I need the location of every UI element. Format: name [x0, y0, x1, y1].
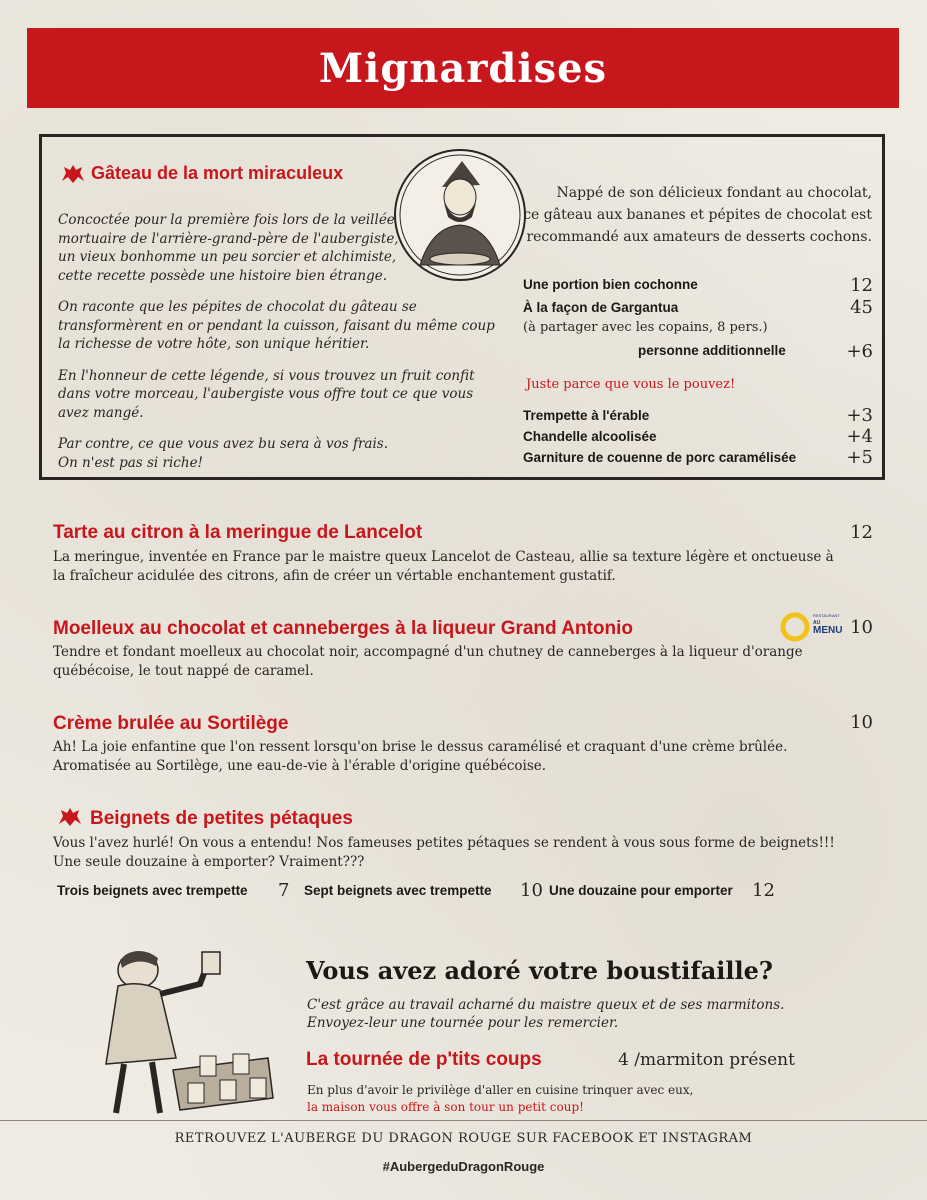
portion-label: Une portion bien cochonne: [523, 277, 698, 292]
desc-line: Une seule douzaine à emporter? Vraiment???: [53, 854, 365, 870]
addon-price: +4: [846, 426, 873, 447]
moelleux-title: Moelleux au chocolat et canneberges à la liqueur Grand Antonio: [53, 618, 633, 639]
footer-hashtag[interactable]: #AubergeduDragonRouge: [382, 1159, 545, 1174]
story-line: la richesse de votre hôte, son unique héritier.: [58, 336, 370, 352]
dragon-icon: [60, 163, 86, 185]
desc-line: Aromatisée au Sortilège, une eau-de-vie à l'érable d'origine québécoise.: [53, 758, 547, 774]
dragon-icon: [57, 806, 83, 828]
beignet-option-label: Une douzaine pour emporter: [549, 883, 733, 898]
story-line: un vieux bonhomme un peu sorcier et alchimiste,: [58, 249, 397, 265]
beignet-option-label: Sept beignets avec trempette: [304, 883, 492, 898]
footer-social-line: RETROUVEZ L'AUBERGE DU DRAGON ROUGE SUR FACEBOOK ET INSTAGRAM: [174, 1131, 753, 1146]
creme-description: [53, 738, 787, 776]
addon-price: +5: [846, 447, 873, 468]
story-line: Par contre, ce que vous avez bu sera à vos frais.: [58, 436, 388, 452]
desc-line: La meringue, inventée en France par le maistre queux Lancelot de Casteau, allie sa texture légère et onctueuse à: [53, 549, 834, 565]
gargantua-price: 45: [850, 297, 873, 318]
tournee-title: La tournée de p'tits coups: [306, 1049, 542, 1070]
tournee-subtitle: [307, 996, 784, 1032]
subtitle-line: Envoyez-leur une tournée pour les remercier.: [307, 1015, 619, 1031]
desc-line: recommandé aux amateurs de desserts cochons.: [526, 229, 872, 245]
portion-price: 12: [850, 275, 873, 296]
creme-title: Crème brulée au Sortilège: [53, 713, 289, 734]
moelleux-price: 10: [850, 617, 873, 638]
story-line: transformèrent en or pendant la cuisson, faisant du même coup: [58, 317, 495, 334]
story-line: cette recette possède une histoire bien étrange.: [58, 267, 388, 284]
gargantua-label: À la façon de Gargantua: [523, 300, 679, 315]
beignets-title: Beignets de petites pétaques: [90, 808, 353, 829]
footer-divider: [0, 1120, 927, 1121]
desc-line: Vous l'avez hurlé! On vous a entendu! Nos fameuses petites pétaques se rendent à vous sous forme de beignets!!!: [53, 835, 835, 851]
badge-au-text: AU: [813, 620, 821, 626]
desc-line: Ah! La joie enfantine que l'on ressent lorsqu'on brise le dessus caramélisé et craquant d'une crème brûlée.: [53, 739, 788, 755]
quebec-badge-icon: [780, 612, 810, 642]
desc-line: ce gâteau aux bananes et pépites de chocolat est: [523, 207, 872, 223]
desc-line: la fraîcheur acidulée des citrons, afin de créer un vértable enchantement gustatif.: [53, 568, 616, 584]
story-line: dans votre morceau, l'aubergiste vous offre tout ce que vous: [58, 386, 474, 402]
story-line: avez mangé.: [58, 404, 144, 421]
title-banner: [27, 28, 899, 108]
beignets-description: [53, 834, 835, 872]
addon-price: +3: [846, 405, 873, 426]
gargantua-note: (à partager avec les copains, 8 pers.): [523, 320, 768, 335]
page-boy-illustration: [88, 938, 278, 1120]
badge-main-text: MENU: [813, 625, 843, 636]
extra-person-price: +6: [846, 341, 873, 362]
badge-top-text: RESTAURANT: [813, 613, 840, 618]
creme-price: 10: [850, 712, 873, 733]
addon-label: Trempette à l'érable: [523, 408, 650, 423]
page-title: Mignardises: [318, 44, 608, 92]
aliments-quebec-badge: [780, 611, 842, 643]
story-line: Concoctée pour la première fois lors de la veillée: [58, 212, 395, 228]
gateau-description: [523, 182, 872, 248]
addon-label: Chandelle alcoolisée: [523, 429, 657, 444]
extra-person-label: personne additionnelle: [638, 343, 786, 358]
addon-label: Garniture de couenne de porc caramélisée: [523, 450, 797, 465]
story-line: En l'honneur de cette légende, si vous trouvez un fruit confit: [58, 367, 475, 384]
note-line: la maison vous offre à son tour un petit coup!: [307, 1100, 584, 1114]
desc-line: Tendre et fondant moelleux au chocolat noir, accompagné d'un chutney de canneberges à la liqueur d'orange: [53, 644, 803, 660]
desc-line: Nappé de son délicieux fondant au chocolat,: [556, 185, 872, 201]
juste-parce-que: Juste parce que vous le pouvez!: [526, 377, 736, 392]
tarte-price: 12: [850, 522, 873, 543]
story-line: On raconte que les pépites de chocolat du gâteau se: [58, 299, 417, 315]
beignet-option-price: 7: [278, 880, 290, 901]
beignet-option-price: 12: [752, 880, 775, 901]
beignet-option-price: 10: [520, 880, 543, 901]
gateau-title: Gâteau de la mort miraculeux: [91, 163, 344, 183]
story-line: On n'est pas si riche!: [58, 454, 203, 471]
tournee-heading: Vous avez adoré votre boustifaille?: [306, 956, 773, 985]
tarte-title: Tarte au citron à la meringue de Lancelot: [53, 522, 423, 543]
tournee-price: 4 /marmiton présent: [618, 1050, 795, 1070]
beignet-option-label: Trois beignets avec trempette: [57, 883, 248, 898]
note-line: En plus d'avoir le privilège d'aller en cuisine trinquer avec eux,: [307, 1083, 694, 1097]
subtitle-line: C'est grâce au travail acharné du maistre queux et de ses marmitons.: [307, 997, 785, 1013]
alchemist-illustration: [392, 147, 528, 283]
story-line: mortuaire de l'arrière-grand-père de l'aubergiste,: [58, 230, 399, 247]
tournee-note: [307, 1082, 693, 1116]
desc-line: québécoise, le tout nappé de caramel.: [53, 663, 314, 679]
tarte-description: [53, 548, 834, 586]
moelleux-description: [53, 643, 803, 681]
